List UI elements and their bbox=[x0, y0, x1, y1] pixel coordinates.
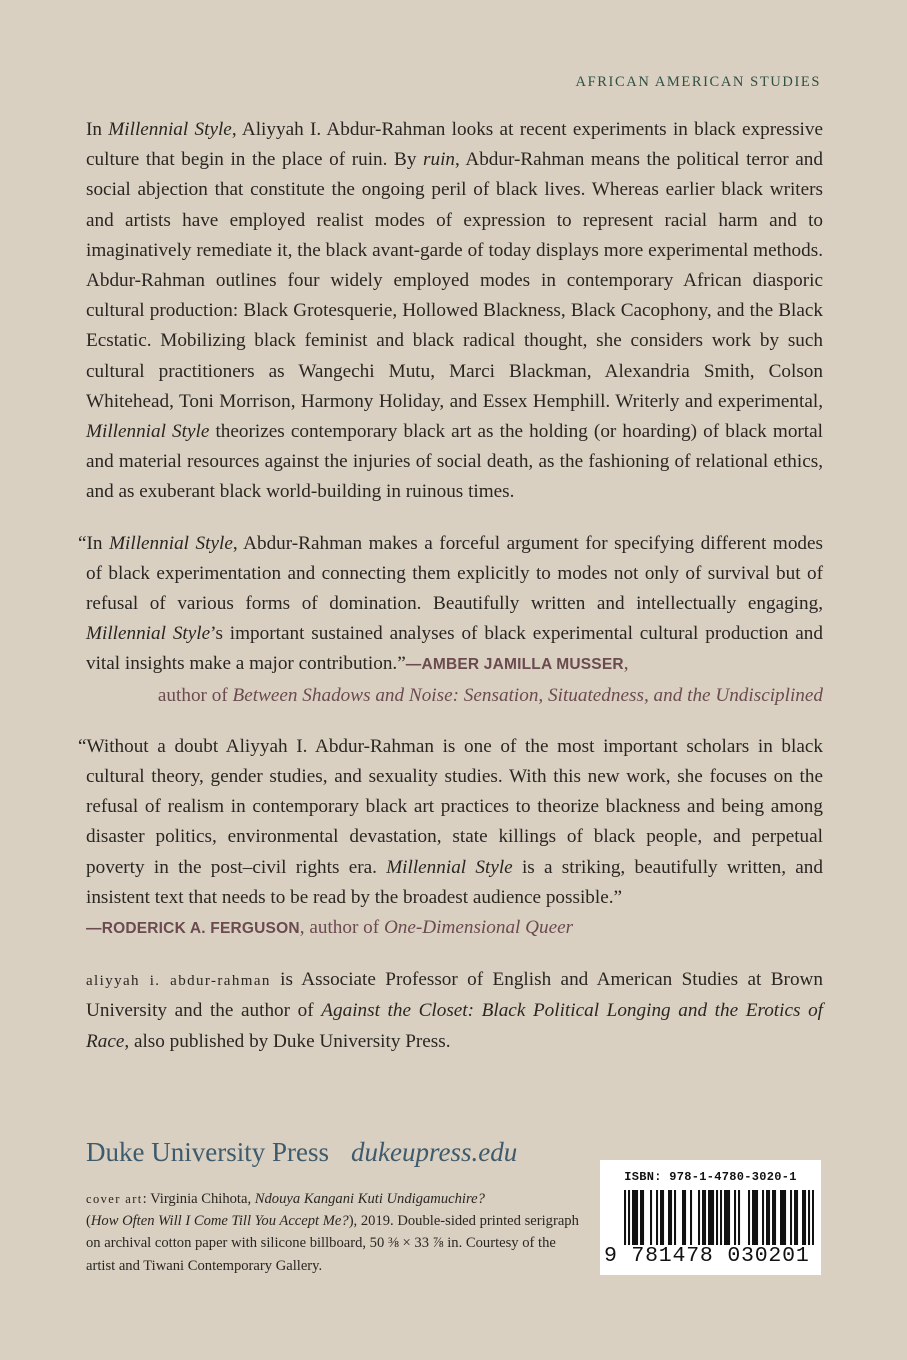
barcode-bar bbox=[662, 1190, 664, 1245]
barcode-bar bbox=[794, 1190, 796, 1245]
barcode-bars bbox=[624, 1190, 814, 1245]
publisher-line bbox=[86, 1137, 517, 1168]
barcode-bar bbox=[704, 1190, 706, 1245]
endorsement-musser: “In Millennial Style, Abdur-Rahman makes a forceful argument for specifying different modes of black experimentation and connecting them explicitly to modes not only of survival but of refusal of various forms of domination. Beautifully written and intellectually engaging, Millennial Style’s important sustained analyses of black experimental cultural production and vital insights make a major contribution.”—AMBER JAMILLA MUSSER, bbox=[78, 532, 823, 675]
barcode-bar bbox=[724, 1190, 726, 1245]
barcode-bar bbox=[812, 1190, 814, 1245]
barcode-bar bbox=[772, 1190, 774, 1245]
cover-art-credit: cover art: Virginia Chihota, Ndouya Kangani Kuti Undigamuchire? (How Often Will I Come Till You Accept Me?), 2019. Double-sided printed serigraph on archival cotton paper with silicone billboard, 50 ⅜ × 33 ⅞ in. Courtesy of the artist and Tiwani Contemporary Gallery. bbox=[86, 1191, 579, 1274]
publisher-website[interactable]: dukeupress.edu bbox=[350, 1137, 518, 1167]
barcode-bar bbox=[752, 1190, 754, 1245]
endorsement-ferguson: “Without a doubt Aliyyah I. Abdur-Rahman is one of the most important scholars in black cultural theory, gender studies, and sexuality studies. With this new work, she focuses on the refusal of realism in contemporary black art practices to theorize blackness and being among disaster politics, environmental devastation, state killings of black people, and perpetual poverty in the post–civil rights era. Millennial Style is a striking, beautifully written, and insistent text that needs to be read by the broadest audience possible.” —RODERICK A. FERGUSON, author of One-Dimensional Queer bbox=[78, 735, 823, 939]
barcode-bar bbox=[782, 1190, 784, 1245]
barcode-bar bbox=[668, 1190, 670, 1245]
barcode-bar bbox=[716, 1190, 718, 1245]
barcode-bar bbox=[650, 1190, 652, 1245]
barcode-bar bbox=[690, 1190, 692, 1245]
book-description: In Millennial Style, Aliyyah I. Abdur-Rahman looks at recent experiments in black expressive culture that begin in the place of ruin. By ruin, Abdur-Rahman means the political terror and social abjection that constitute the ongoing peril of black lives. Whereas earlier black writers and artists have employed realist modes of expression to represent racial harm and to imaginatively remediate it, the black avant-garde of today displays more experimental methods. Abdur-Rahman outlines four widely employed modes in contemporary African diasporic cultural production: Black Grotesquerie, Hollowed Blackness, Black Cacophony, and the Black Ecstatic. Mobilizing black feminist and black radical thought, she considers work by such cultural practitioners as Wangechi Mutu, Marci Blackman, Alexandria Smith, Colson Whitehead, Toni Morrison, Harmony Holiday, and Essex Hemphill. Writerly and experimental, Millennial Style theorizes contemporary black art as the holding (or hoarding) of black mortal and material resources against the injuries of social death, as the fashioning of relational ethics, and as exuberant black world-building in ruinous times. bbox=[86, 119, 824, 503]
barcode-bar bbox=[734, 1190, 736, 1245]
barcode-bar bbox=[636, 1190, 638, 1245]
barcode-bar bbox=[754, 1190, 756, 1245]
barcode-bar bbox=[660, 1190, 662, 1245]
barcode-bar bbox=[728, 1190, 730, 1245]
isbn-label: ISBN: 978-1-4780-3020-1 bbox=[624, 1170, 797, 1184]
category-label: AFRICAN AMERICAN STUDIES bbox=[575, 74, 821, 90]
barcode-bar bbox=[762, 1190, 764, 1245]
isbn-barcode bbox=[600, 1160, 821, 1275]
author-bio: aliyyah i. abdur-rahman is Associate Professor of English and American Studies at Brown University and the author of Against the Closet: Black Political Longing and the Erotics of Race, also published by Duke University Press. bbox=[86, 969, 823, 1052]
barcode-bar bbox=[684, 1190, 686, 1245]
publisher-name: Duke University Press bbox=[86, 1137, 329, 1167]
barcode-bar bbox=[784, 1190, 786, 1245]
barcode-bar bbox=[708, 1190, 710, 1245]
endorser-name: AMBER JAMILLA MUSSER bbox=[421, 656, 624, 674]
barcode-bar bbox=[738, 1190, 740, 1245]
barcode-bar bbox=[640, 1190, 642, 1245]
barcode-bar bbox=[624, 1190, 626, 1245]
back-cover-text bbox=[78, 115, 824, 1057]
barcode-bar bbox=[780, 1190, 782, 1245]
barcode-bar bbox=[634, 1190, 636, 1245]
barcode-bar bbox=[656, 1190, 658, 1245]
barcode-bar bbox=[726, 1190, 728, 1245]
barcode-bar bbox=[702, 1190, 704, 1245]
barcode-bar bbox=[802, 1190, 804, 1245]
barcode-bar bbox=[642, 1190, 644, 1245]
barcode-bar bbox=[682, 1190, 684, 1245]
barcode-bar bbox=[768, 1190, 770, 1245]
barcode-bar bbox=[674, 1190, 676, 1245]
barcode-bar bbox=[766, 1190, 768, 1245]
barcode-bar bbox=[748, 1190, 750, 1245]
barcode-bar bbox=[808, 1190, 810, 1245]
barcode-bar bbox=[710, 1190, 712, 1245]
barcode-bar bbox=[720, 1190, 722, 1245]
barcode-number: 9 781478 030201 bbox=[604, 1244, 810, 1268]
barcode-bar bbox=[756, 1190, 758, 1245]
barcode-bar bbox=[790, 1190, 792, 1245]
barcode-bar bbox=[712, 1190, 714, 1245]
endorser-name: RODERICK A. FERGUSON bbox=[101, 920, 300, 938]
barcode-bar bbox=[804, 1190, 806, 1245]
barcode-bar bbox=[628, 1190, 630, 1245]
barcode-bar bbox=[670, 1190, 672, 1245]
endorser-credit: author of Between Shadows and Noise: Sensation, Situatedness, and the Undisciplined bbox=[157, 684, 823, 706]
barcode-bar bbox=[774, 1190, 776, 1245]
barcode-bar bbox=[698, 1190, 700, 1245]
barcode-bar bbox=[796, 1190, 798, 1245]
barcode-bar bbox=[632, 1190, 634, 1245]
